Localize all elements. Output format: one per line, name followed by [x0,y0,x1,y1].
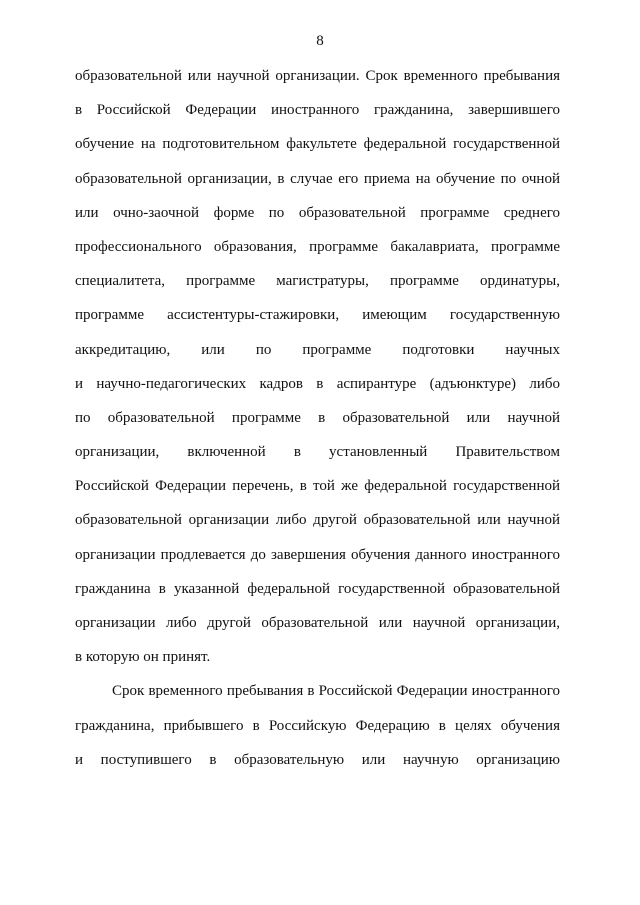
text-line: образовательной организации, в случае его приема на обучение по очной [75,170,560,187]
text-line: или очно-заочной форме по образовательной программе среднего [75,204,560,221]
text-line: Российской Федерации перечень, в той же федеральной государственной [75,478,560,495]
text-line: в которую он принят. [75,649,211,666]
document-body [75,64,560,782]
text-line: специалитета, программе магистратуры, программе ординатуры, [75,273,560,290]
text-line: образовательной или научной организации. Срок временного пребывания [75,68,560,84]
paragraph-1 [75,64,560,679]
text-line: гражданина, прибывшего в Российскую Федерацию в целях обучения [75,717,560,734]
text-line: в Российской Федерации иностранного гражданина, завершившего [75,102,560,119]
text-line: организации продлевается до завершения обучения данного иностранного [75,546,560,563]
text-line: гражданина в указанной федеральной государственной образовательной [75,580,560,597]
text-line: организации, включенной в установленный Правительством [75,444,560,461]
text-line: и поступившего в образовательную или научную организацию [75,751,560,768]
text-line: образовательной организации либо другой образовательной или научной [75,512,560,529]
text-line: обучение на подготовительном факультете федеральной государственной [75,136,560,153]
text-line: по образовательной программе в образовательной или научной [75,409,560,426]
text-line: Срок временного пребывания в Российской Федерации иностранного [112,683,560,700]
text-line: профессионального образования, программе бакалавриата, программе [75,238,560,255]
text-line: и научно-педагогических кадров в аспирантуре (адъюнктуре) либо [75,375,560,392]
text-line: программе ассистентуры-стажировки, имеющим государственную [75,307,560,324]
text-line: аккредитацию, или по программе подготовки научных [75,341,560,358]
text-line: организации либо другой образовательной или научной организации, [75,615,560,631]
page-number: 8 [316,33,324,49]
paragraph-2 [75,679,560,782]
